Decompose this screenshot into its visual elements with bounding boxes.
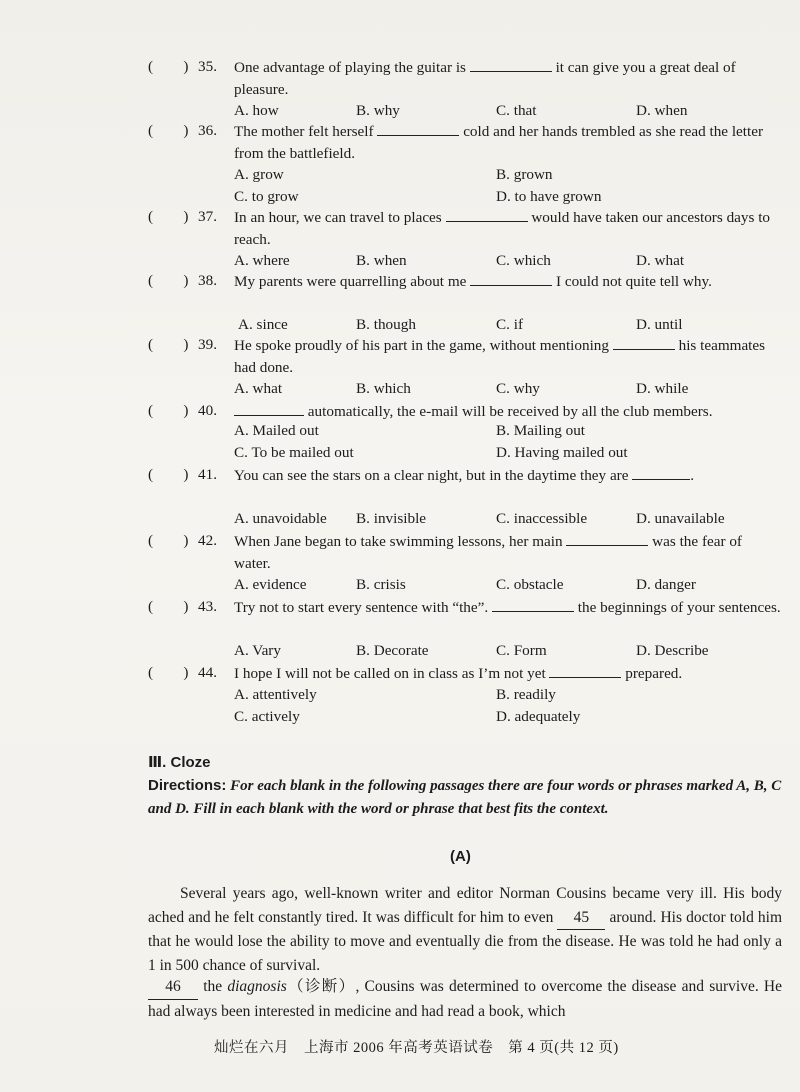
option-d: D. danger (636, 576, 696, 593)
directions-label: Directions: (148, 777, 227, 794)
question-number: 41. (198, 466, 217, 483)
options-row (234, 164, 782, 186)
question-number: 35. (198, 58, 217, 75)
options-row (234, 442, 782, 464)
option-a: A. how (234, 102, 279, 119)
question-stem: He spoke proudly of his part in the game, without mentioning his teammates had done. (234, 334, 782, 379)
option-c: C. Form (496, 642, 547, 659)
question-number: 42. (198, 532, 217, 549)
question-stem: You can see the stars on a clear night, but in the daytime they are . (234, 464, 782, 487)
option-a: A. Mailed out (234, 422, 319, 439)
answer-bracket[interactable]: ( ) (148, 402, 189, 419)
question-number: 39. (198, 336, 217, 353)
answer-blank (549, 662, 621, 678)
option-a: A. grow (234, 166, 284, 183)
option-c: C. why (496, 380, 540, 397)
option-b: B. Mailing out (496, 422, 586, 439)
question-stem: In an hour, we can travel to places would have taken our ancestors days to reach. (234, 206, 782, 251)
question-stem: Try not to start every sentence with “the”. the beginnings of your sentences. (234, 596, 782, 619)
options-row (234, 250, 782, 272)
option-b: B. when (356, 252, 407, 269)
option-b: B. readily (496, 686, 556, 703)
option-b: B. crisis (356, 576, 406, 593)
question-stem: I hope I will not be called on in class as I’m not yet prepared. (234, 662, 782, 685)
option-d: D. what (636, 252, 685, 269)
term-gloss: （诊断） (286, 978, 356, 995)
answer-bracket[interactable]: ( ) (148, 208, 189, 225)
option-a: A. evidence (234, 576, 307, 593)
blank-45: 45 (557, 906, 605, 931)
question-number: 43. (198, 598, 217, 615)
option-d: D. adequately (496, 708, 581, 725)
options-row (234, 100, 782, 122)
question-number: 44. (198, 664, 217, 681)
option-b: B. though (356, 316, 416, 333)
option-b: B. Decorate (356, 642, 429, 659)
question-stem: One advantage of playing the guitar is it can give you a great deal of pleasure. (234, 56, 782, 101)
option-c: C. To be mailed out (234, 444, 354, 461)
option-a: A. what (234, 380, 283, 397)
options-row (234, 706, 782, 728)
answer-blank (377, 120, 459, 136)
answer-blank (234, 400, 304, 416)
option-a: A. where (234, 252, 290, 269)
answer-blank (470, 270, 552, 286)
option-c: C. obstacle (496, 576, 564, 593)
question-stem: My parents were quarrelling about me I could not quite tell why. (234, 270, 782, 293)
options-row (234, 378, 782, 400)
answer-bracket[interactable]: ( ) (148, 532, 189, 549)
answer-blank (632, 464, 690, 480)
option-c: C. actively (234, 708, 300, 725)
answer-bracket[interactable]: ( ) (148, 272, 189, 289)
question-stem: When Jane began to take swimming lessons, her main was the fear of water. (234, 530, 782, 575)
options-row (234, 420, 782, 442)
answer-bracket[interactable]: ( ) (148, 336, 189, 353)
option-b: B. why (356, 102, 400, 119)
answer-bracket[interactable]: ( ) (148, 664, 189, 681)
option-c: C. to grow (234, 188, 299, 205)
answer-blank (566, 530, 648, 546)
option-b: B. which (356, 380, 411, 397)
answer-bracket[interactable]: ( ) (148, 122, 189, 139)
option-d: D. until (636, 316, 683, 333)
question-number: 36. (198, 122, 217, 139)
option-a: A. unavoidable (234, 510, 327, 527)
options-row (234, 314, 782, 336)
option-d: D. Describe (636, 642, 709, 659)
page-footer: 灿烂在六月 上海市 2006 年高考英语试卷 第 4 页(共 12 页) (214, 1040, 619, 1056)
answer-blank (446, 206, 528, 222)
question-stem: automatically, the e-mail will be received by all the club members. (234, 400, 782, 423)
question-number: 38. (198, 272, 217, 289)
option-a: A. attentively (234, 686, 317, 703)
options-row (234, 640, 782, 662)
passage-paragraph-2: 46 the diagnosis（诊断）, Cousins was determined to overcome the disease and survive. He had always been interested in medicine and had read a book, which (148, 975, 782, 1023)
directions (148, 774, 782, 821)
option-b: B. invisible (356, 510, 427, 527)
passage-label: (A) (450, 848, 471, 865)
option-b: B. grown (496, 166, 553, 183)
option-c: C. which (496, 252, 551, 269)
passage-paragraph-1: Several years ago, well-known writer and editor Norman Cousins became very ill. His body ached and he felt constantly tired. It was difficult for him to even 45 around. His doctor told him that he would lose the ability to move and eventually die from the disease. He was told he had only a 1 in 500 chance of survival. (148, 885, 783, 974)
answer-bracket[interactable]: ( ) (148, 466, 189, 483)
directions-text: For each blank in the following passages there are four words or phrases marked A, B, C and D. Fill in each blank with the word or phrase that best fits the context. (148, 778, 782, 817)
option-c: C. inaccessible (496, 510, 588, 527)
options-row (234, 684, 782, 706)
option-d: D. when (636, 102, 688, 119)
option-d: D. Having mailed out (496, 444, 628, 461)
option-c: C. that (496, 102, 537, 119)
options-row (234, 508, 782, 530)
question-number: 40. (198, 402, 217, 419)
option-c: C. if (496, 316, 524, 333)
answer-blank (613, 334, 675, 350)
options-row (234, 186, 782, 208)
options-row (234, 574, 782, 596)
option-a: A. Vary (234, 642, 281, 659)
answer-blank (470, 56, 552, 72)
section-title: Ⅲ. Cloze (148, 754, 211, 771)
answer-bracket[interactable]: ( ) (148, 598, 189, 615)
term-diagnosis: diagnosis (227, 978, 287, 995)
question-stem: The mother felt herself cold and her hands trembled as she read the letter from the battlefield. (234, 120, 782, 165)
answer-blank (492, 596, 574, 612)
question-number: 37. (198, 208, 217, 225)
option-d: D. while (636, 380, 689, 397)
option-d: D. to have grown (496, 188, 602, 205)
answer-bracket[interactable]: ( ) (148, 58, 189, 75)
section-header (148, 752, 784, 774)
blank-46: 46 (148, 975, 198, 1000)
option-a: A. since (238, 316, 288, 333)
option-d: D. unavailable (636, 510, 725, 527)
